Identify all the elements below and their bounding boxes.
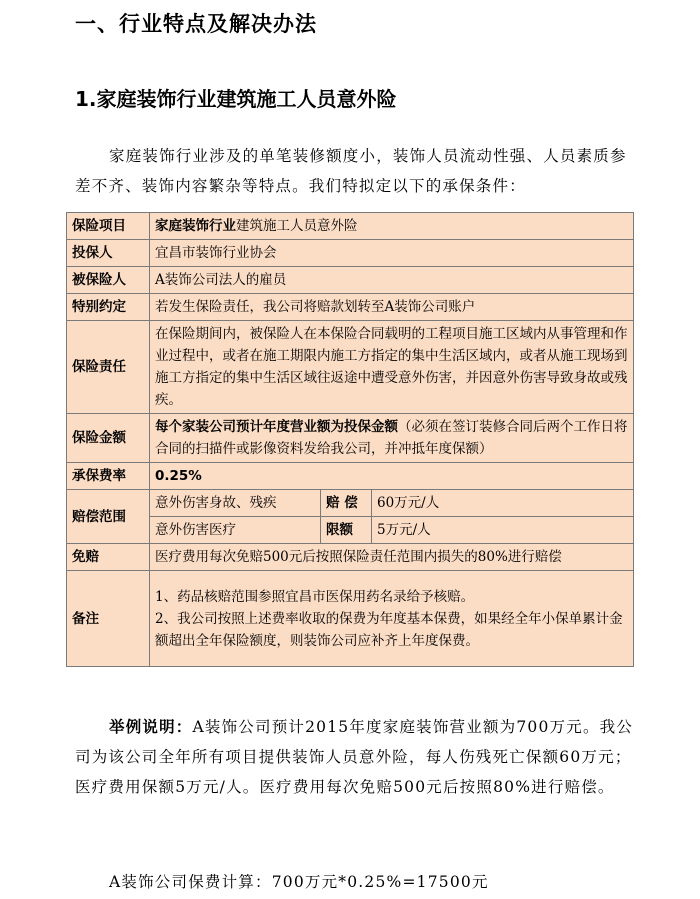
applicant-value: 宜昌市装饰行业协会	[150, 240, 634, 267]
note-2: 2、我公司按照上述费率收取的保费为年度基本保费，如果经全年小保单累计金额超出全年保险额度，则装饰公司应补齐上年度保费。	[155, 610, 623, 649]
intro-paragraph: 家庭装饰行业涉及的单笔装修额度小，装饰人员流动性强、人员素质参差不齐、装饰内容繁杂等特点。我们特拟定以下的承保条件：	[75, 147, 627, 195]
note-1: 1、药品核赔范围参照宜昌市医保用药名录给予核赔。	[155, 588, 475, 605]
project-label: 保险项目	[67, 213, 150, 240]
scope-row1-item: 意外伤害身故、残疾	[150, 490, 321, 517]
scope-label: 赔偿范围	[67, 490, 150, 544]
example-paragraph	[75, 712, 635, 802]
example-label: 举例说明：	[109, 718, 193, 736]
section-heading: 一、行业特点及解决办法	[75, 12, 317, 36]
scope-row2-item: 意外伤害医疗	[150, 517, 321, 544]
project-value-bold: 家庭装饰行业	[155, 218, 236, 234]
liability-label: 保险责任	[67, 321, 150, 414]
project-value	[150, 213, 634, 240]
deductible-value: 医疗费用每次免赔500元后按照保险责任范围内损失的80%进行赔偿	[150, 544, 634, 571]
applicant-label: 投保人	[67, 240, 150, 267]
amount-label: 保险金额	[67, 414, 150, 463]
scope-row1-value: 60万元/人	[372, 490, 634, 517]
rate-value: 0.25%	[150, 463, 634, 490]
insurance-terms-table	[66, 212, 634, 667]
amount-value-rest: （必须在签订装修合同后两个工作日将合同的扫描件或影像资料发给我公司，并冲抵年度保额）	[155, 419, 628, 457]
notes-value	[150, 571, 634, 667]
amount-value-bold: 每个家装公司预计年度营业额为投保金额	[155, 419, 398, 435]
amount-value	[150, 414, 634, 463]
special-label: 特别约定	[67, 294, 150, 321]
project-value-rest: 建筑施工人员意外险	[236, 218, 358, 234]
scope-row2-value: 5万元/人	[372, 517, 634, 544]
special-value: 若发生保险责任，我公司将赔款划转至A装饰公司账户	[150, 294, 634, 321]
scope-row1-label: 赔 偿	[321, 490, 372, 517]
insured-value: A装饰公司法人的雇员	[150, 267, 634, 294]
deductible-label: 免赔	[67, 544, 150, 571]
calc-paragraph: A装饰公司保费计算：700万元*0.25%=17500元	[109, 873, 489, 891]
rate-label: 承保费率	[67, 463, 150, 490]
scope-row2-label: 限额	[321, 517, 372, 544]
example-text: A装饰公司预计2015年度家庭装饰营业额为700万元。我公司为该公司全年所有项目提供装饰人员意外险，每人伤残死亡保额60万元；医疗费用保额5万元/人。医疗费用每次免赔500元后按照80%进行赔偿。	[75, 718, 634, 796]
subsection-heading: 1.家庭装饰行业建筑施工人员意外险	[75, 87, 397, 111]
insured-label: 被保险人	[67, 267, 150, 294]
notes-label: 备注	[67, 571, 150, 667]
liability-value: 在保险期间内，被保险人在本保险合同载明的工程项目施工区域内从事管理和作业过程中，或者在施工期限内施工方指定的集中生活区域内，或者从施工现场到施工方指定的集中生活区域往返途中遭受意外伤害，并因意外伤害导致身故或残疾。	[150, 321, 634, 414]
